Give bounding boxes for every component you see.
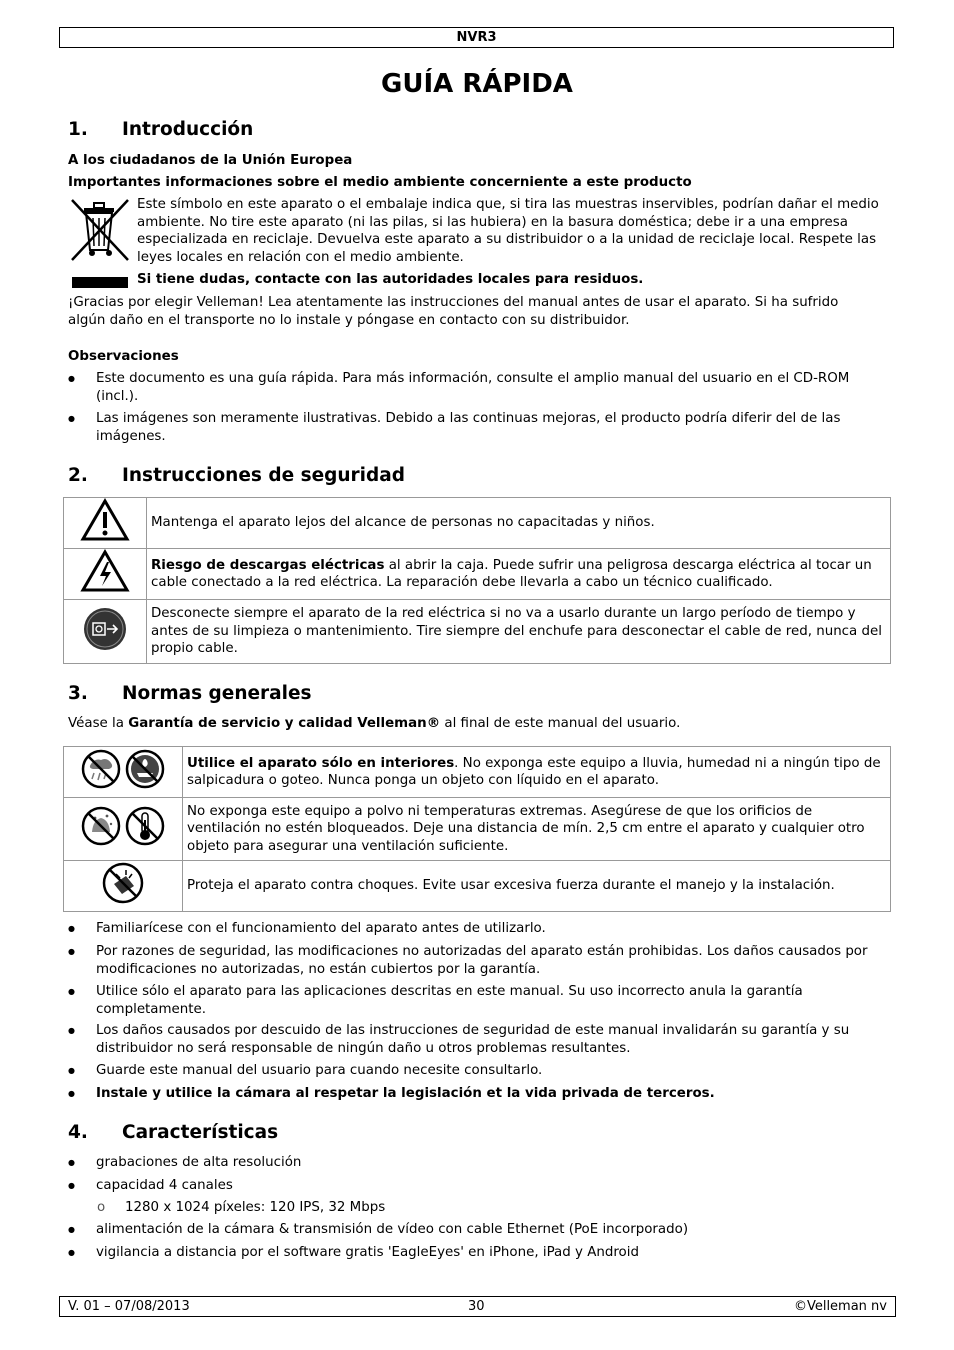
version-text: V. 01 – 07/08/2013 xyxy=(68,1299,190,1314)
safety-text: Mantenga el aparato lejos del alcance de personas no capacitadas y niños. xyxy=(147,498,891,549)
table-row xyxy=(64,747,891,798)
unplug-icon xyxy=(82,606,128,652)
section-2-heading: 2. Instrucciones de seguridad xyxy=(68,465,405,486)
list-item: ● Utilice sólo el aparato para las aplicaciones descritas en este manual. Su uso incorrecto anula la garantía completamente. xyxy=(68,984,803,1017)
no-rain-icon xyxy=(81,749,121,789)
section-4-heading: 4. Características xyxy=(68,1122,279,1143)
weee-bold: Si tiene dudas, contacte con las autoridades locales para residuos. xyxy=(137,272,644,287)
page-title: GUÍA RÁPIDA xyxy=(381,69,573,99)
table-row xyxy=(64,600,891,664)
no-splash-icon xyxy=(125,749,165,789)
list-item: ● vigilancia a distancia por el software gratis 'EagleEyes' en iPhone, iPad y Android xyxy=(68,1245,639,1260)
table-row xyxy=(64,549,891,600)
safety-text: Desconecte siempre el aparato de la red eléctrica si no va a usarlo durante un largo período de tiempo y antes de su limpieza o mantenimiento. Tire siempre del enchufe para desconectar el cable de red, nunca del propio cable. xyxy=(147,600,891,664)
eu-heading: A los ciudadanos de la Unión Europea xyxy=(68,153,353,168)
section-1-heading: 1. Introducción xyxy=(68,119,254,140)
safety-table xyxy=(63,497,891,664)
warranty-intro: Véase la Garantía de servicio y calidad Velleman® al final de este manual del usuario. xyxy=(68,716,681,731)
page-footer xyxy=(59,1296,896,1317)
list-item: ● Las imágenes son meramente ilustrativas. Debido a las continuas mejoras, el producto podría diferir del de las imágenes. xyxy=(68,411,841,444)
model-name: NVR3 xyxy=(456,30,497,45)
list-item: ● Este documento es una guía rápida. Para más información, consulte el amplio manual del usuario en el CD-ROM (incl.). xyxy=(68,371,850,404)
warning-triangle-icon xyxy=(80,498,130,542)
list-item: ● Guarde este manual del usuario para cuando necesite consultarlo. xyxy=(68,1063,543,1078)
table-row xyxy=(64,861,891,912)
observations-heading: Observaciones xyxy=(68,349,179,364)
rule-text: No exponga este equipo a polvo ni temperaturas extremas. Asegúrese de que los orificios de ventilación no estén bloqueados. Deje una distancia de mín. 2,5 cm entre el aparato y cualquier otro objeto para asegurar una ventilación suficiente. xyxy=(183,798,891,861)
list-item: ● grabaciones de alta resolución xyxy=(68,1155,302,1170)
section-3-heading: 3. Normas generales xyxy=(68,683,312,704)
no-shock-icon xyxy=(102,862,144,904)
sub-list-item: o 1280 x 1024 píxeles: 120 IPS, 32 Mbps xyxy=(97,1200,386,1215)
no-dust-icon xyxy=(81,806,121,846)
list-item: ● alimentación de la cámara & transmisión de vídeo con cable Ethernet (PoE incorporado) xyxy=(68,1222,689,1237)
electric-shock-icon xyxy=(80,549,130,593)
weee-bin-icon xyxy=(68,196,132,262)
table-row xyxy=(64,798,891,861)
rule-text: Utilice el aparato sólo en interiores. No exponga este equipo a lluvia, humedad ni a ningún tipo de salpicadura o goteo. Nunca ponga un objeto con líquido en el aparato. xyxy=(183,747,891,798)
general-rules-table xyxy=(63,746,891,912)
weee-text: Este símbolo en este aparato o el embalaje indica que, si tira las muestras inservibles, podrían dañar el medio ambiente. No tire este aparato (ni las pilas, si las hubiera) en la basura doméstica; debe ir a una empresa especializada en reciclaje. Devuelva este aparato a su distribuidor o a la unidad de reciclaje local. Respete las leyes locales en relación con el medio ambiente. xyxy=(137,197,879,265)
list-item: ● Instale y utilice la cámara al respetar la legislación et la vida privada de terceros. xyxy=(68,1086,715,1101)
page-header xyxy=(59,27,894,48)
env-heading: Importantes informaciones sobre el medio ambiente concerniente a este producto xyxy=(68,175,692,190)
list-item: ● Familiarícese con el funcionamiento del aparato antes de utilizarlo. xyxy=(68,921,546,936)
rule-text: Proteja el aparato contra choques. Evite usar excesiva fuerza durante el manejo y la instalación. xyxy=(183,861,891,912)
safety-text: Riesgo de descargas eléctricas al abrir la caja. Puede sufrir una peligrosa descarga eléctrica al tocar un cable conectado a la red eléctrica. La reparación debe llevarla a cabo un técnico cualificado. xyxy=(147,549,891,600)
weee-bar xyxy=(72,277,128,288)
page-number: 30 xyxy=(468,1299,485,1314)
no-extreme-temperature-icon xyxy=(125,806,165,846)
list-item: ● Por razones de seguridad, las modificaciones no autorizadas del aparato están prohibidas. Los daños causados por modificaciones no autorizadas, no están cubiertos por la garantía. xyxy=(68,944,868,977)
table-row xyxy=(64,498,891,549)
list-item: ● Los daños causados por descuido de las instrucciones de seguridad de este manual invalidarán su garantía y su distribuidor no será responsable de ningún daño u otros problemas resultantes. xyxy=(68,1023,850,1056)
thanks-text: ¡Gracias por elegir Velleman! Lea atentamente las instrucciones del manual antes de usar el aparato. Si ha sufrido algún daño en el transporte no lo instale y póngase en contacto con su distribuidor. xyxy=(68,295,839,328)
copyright-text: ©Velleman nv xyxy=(793,1299,887,1314)
list-item: ● capacidad 4 canales xyxy=(68,1178,233,1193)
